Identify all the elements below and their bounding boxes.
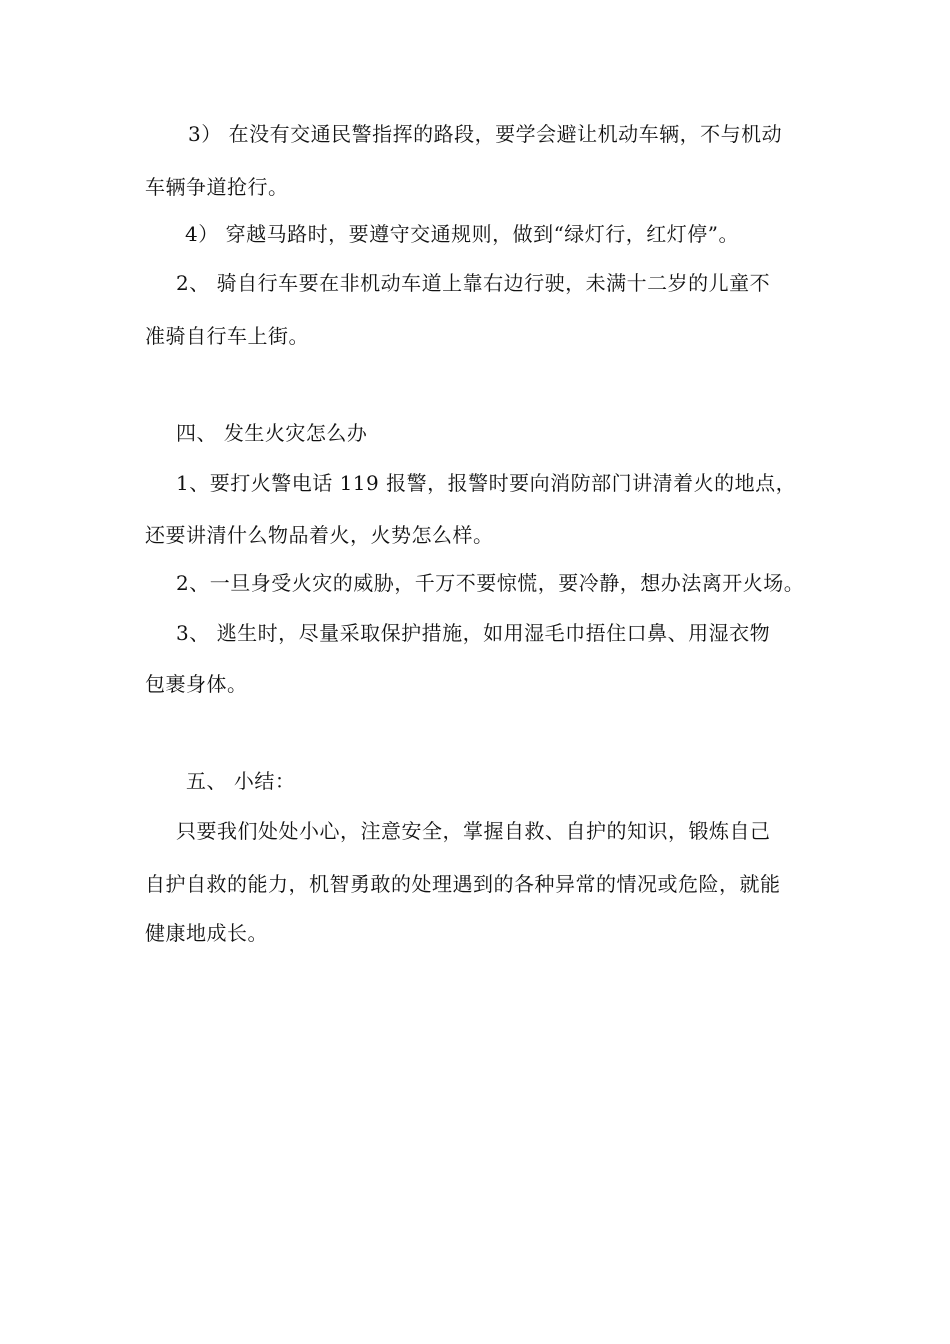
paragraph-bicycle-line-2: 准骑自行车上街。 xyxy=(145,324,309,348)
paragraph-summary-line-1: 只要我们处处小心，注意安全，掌握自救、自护的知识，锻炼自己 xyxy=(176,819,771,843)
paragraph-item-4: 4） 穿越马路时，要遵守交通规则，做到“绿灯行，红灯停”。 xyxy=(185,222,740,246)
paragraph-item-3-line-1: 3） 在没有交通民警指挥的路段，要学会避让机动车辆，不与机动 xyxy=(188,122,783,146)
paragraph-summary-line-2: 自护自救的能力，机智勇敢的处理遇到的各种异常的情况或危险，就能 xyxy=(145,872,781,896)
paragraph-summary-line-3: 健康地成长。 xyxy=(145,921,268,945)
paragraph-fire-3-line-1: 3、 逃生时，尽量采取保护措施，如用湿毛巾捂住口鼻、用湿衣物 xyxy=(176,621,771,645)
section-heading-fire: 四、 发生火灾怎么办 xyxy=(176,421,368,445)
paragraph-bicycle-line-1: 2、 骑自行车要在非机动车道上靠右边行驶，未满十二岁的儿童不 xyxy=(176,271,771,295)
paragraph-fire-2: 2、一旦身受火灾的威胁，千万不要惊慌，要冷静，想办法离开火场。 xyxy=(176,571,805,595)
paragraph-item-3-line-2: 车辆争道抢行。 xyxy=(145,175,289,199)
paragraph-fire-1-line-1: 1、要打火警电话 119 报警，报警时要向消防部门讲清着火的地点， xyxy=(176,471,797,495)
section-heading-summary: 五、 小结： xyxy=(186,769,296,793)
paragraph-fire-3-line-2: 包裹身体。 xyxy=(145,672,248,696)
paragraph-fire-1-line-2: 还要讲清什么物品着火，火势怎么样。 xyxy=(145,523,494,547)
